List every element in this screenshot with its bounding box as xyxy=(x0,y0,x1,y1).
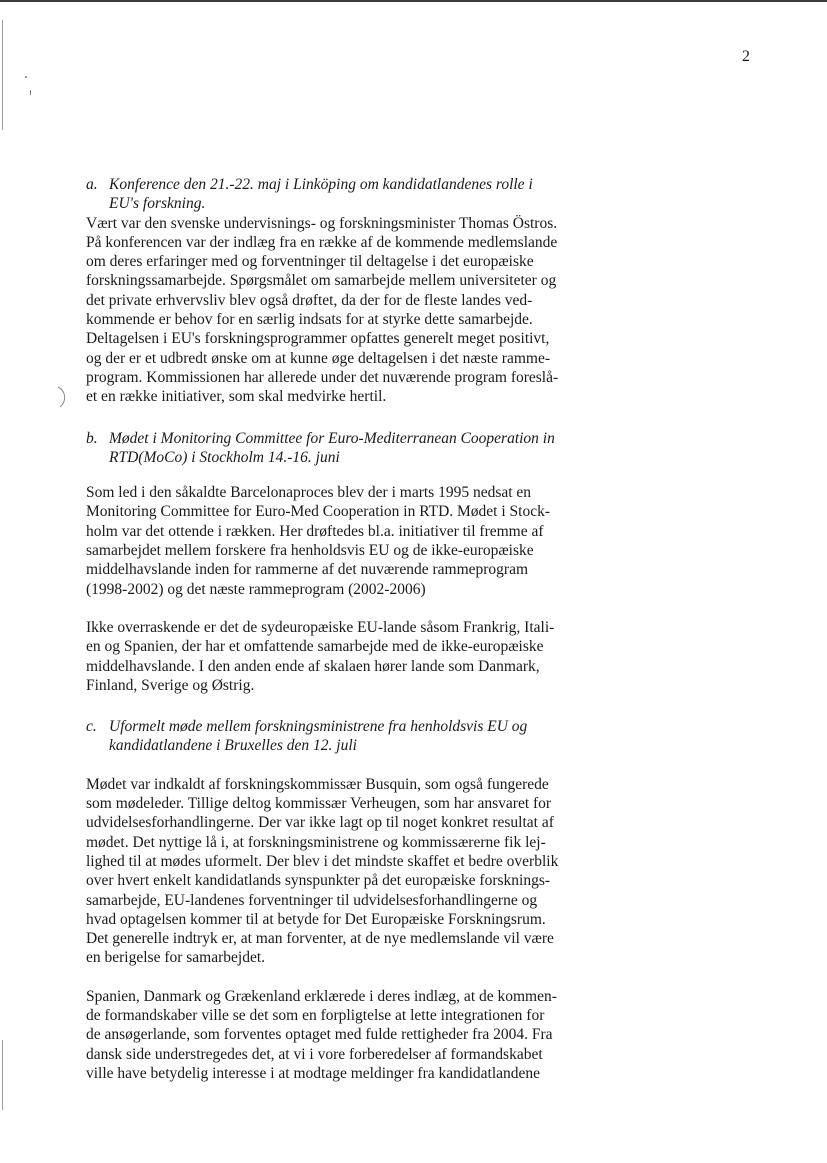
text-line: holm var det ottende i rækken. Her drøftedes bl.a. initiativer til fremme af xyxy=(86,522,544,540)
page-number: 2 xyxy=(742,48,750,65)
paragraph xyxy=(86,775,606,968)
text-line: en berigelse for samarbejdet. xyxy=(86,949,266,967)
heading-line: Mødet i Monitoring Committee for Euro-Mediterranean Cooperation in xyxy=(109,429,555,447)
text-line: de ansøgerlande, som forventes optaget med fulde rettigheder fra 2004. Fra xyxy=(86,1026,553,1044)
text-line: middelhavslande inden for rammerne af det nuværende rammeprogram xyxy=(86,561,529,579)
text-line: samarbejdet mellem forskere fra henholdsvis EU og de ikke-europæiske xyxy=(86,542,534,560)
text-line: mødet. Det nyttige lå i, at forskningsministrene og kommissærerne fik lej- xyxy=(86,833,546,851)
scan-top-edge xyxy=(0,0,827,2)
text-line: og der er et udbredt ønske om at kunne øge deltagelsen i det næste ramme- xyxy=(86,349,550,367)
text-line: Deltagelsen i EU's forskningsprogrammer opfattes generelt meget positivt, xyxy=(86,330,550,348)
heading-line: EU's forskning. xyxy=(109,195,206,213)
scan-left-edge-mark xyxy=(2,1040,3,1110)
text-line: program. Kommissionen har allerede under det nuværende program foreslå- xyxy=(86,368,559,386)
scan-left-edge-mark xyxy=(2,20,3,130)
text-line: Ikke overraskende er det de sydeuropæiske EU-lande såsom Frankrig, Itali- xyxy=(86,618,555,636)
text-line: de formandskaber ville se det som en forpligtelse at lette integrationen for xyxy=(86,1006,545,1024)
text-line: Vært var den svenske undervisnings- og forskningsminister Thomas Östros. xyxy=(86,214,558,232)
text-line: (1998-2002) og det næste rammeprogram (2002-2006) xyxy=(86,580,426,598)
text-line: som mødeleder. Tillige deltog kommissær Verheugen, som har ansvaret for xyxy=(86,795,552,813)
text-line: lighed til at mødes uformelt. Der blev i det mindste skaffet et bedre overblik xyxy=(86,852,559,870)
section-b xyxy=(86,429,606,696)
text-line: en og Spanien, der har et omfattende samarbejde med de ikke-europæiske xyxy=(86,638,544,656)
text-line: Mødet var indkaldt af forskningskommissær Busquin, som også fungerede xyxy=(86,775,549,793)
text-line: Finland, Sverige og Østrig. xyxy=(86,676,255,694)
text-line: Det generelle indtryk er, at man forventer, at de nye medlemslande vil være xyxy=(86,930,554,948)
paragraph xyxy=(86,214,606,407)
section-a xyxy=(86,175,606,407)
text-line: hvad optagelsen kommer til at betyde for Det Europæiske Forskningsrum. xyxy=(86,910,546,928)
scan-speck xyxy=(25,76,27,78)
section-heading xyxy=(86,429,606,468)
heading-line: Konference den 21.-22. maj i Linköping om kandidatlandenes rolle i xyxy=(109,176,533,193)
text-line: udvidelsesforhandlingerne. Der var ikke lagt op til noget konkret resultat af xyxy=(86,814,554,832)
text-line: middelhavslande. I den anden ende af skalaen hører lande som Danmark, xyxy=(86,657,540,675)
section-heading xyxy=(86,717,606,756)
text-line: et en række initiativer, som skal medvirke hertil. xyxy=(86,388,387,406)
paragraph xyxy=(86,618,606,695)
text-line: forskningssamarbejde. Spørgsmålet om samarbejde mellem universiteter og xyxy=(86,272,557,290)
paragraph xyxy=(86,987,606,1083)
paragraph xyxy=(86,483,606,599)
heading-line: Uformelt møde mellem forskningsministrene fra henholdsvis EU og xyxy=(109,718,528,736)
text-line: På konferencen var der indlæg fra en række af de kommende medlemslande xyxy=(86,233,558,251)
text-line: over hvert enkelt kandidatlands synspunkter på det europæiske forsknings- xyxy=(86,872,551,890)
section-marker: b. xyxy=(86,429,98,447)
heading-line: RTD(MoCo) i Stockholm 14.-16. juni xyxy=(109,448,340,466)
text-line: om deres erfaringer med og forventninger til deltagelse i det europæiske xyxy=(86,253,534,271)
text-line: det private erhvervsliv blev også drøftet, da der for de fleste landes ved- xyxy=(86,291,533,309)
text-line: Som led i den såkaldte Barcelonaproces blev der i marts 1995 nedsat en xyxy=(86,484,532,502)
text-line: samarbejde, EU-landenes forventninger til udvidelsesforhandlingerne og xyxy=(86,891,538,909)
section-c xyxy=(86,717,606,1083)
scan-speck xyxy=(30,90,31,95)
text-line: Monitoring Committee for Euro-Med Cooperation in RTD. Mødet i Stock- xyxy=(86,503,551,521)
heading-line: kandidatlandene i Bruxelles den 12. juli xyxy=(109,737,357,755)
section-marker: c. xyxy=(86,718,97,736)
section-heading xyxy=(86,175,606,214)
document-body xyxy=(86,175,606,1083)
text-line: kommende er behov for en særlig indsats for at styrke dette samarbejde. xyxy=(86,311,533,329)
text-line: Spanien, Danmark og Grækenland erklærede i deres indlæg, at de kommen- xyxy=(86,987,557,1005)
text-line: ville have betydelig interesse i at modtage meldinger fra kandidatlandene xyxy=(86,1064,541,1082)
section-marker: a. xyxy=(86,176,98,193)
margin-bracket-mark xyxy=(56,386,70,408)
text-line: dansk side understregedes det, at vi i vore forberedelser af formandskabet xyxy=(86,1045,543,1063)
